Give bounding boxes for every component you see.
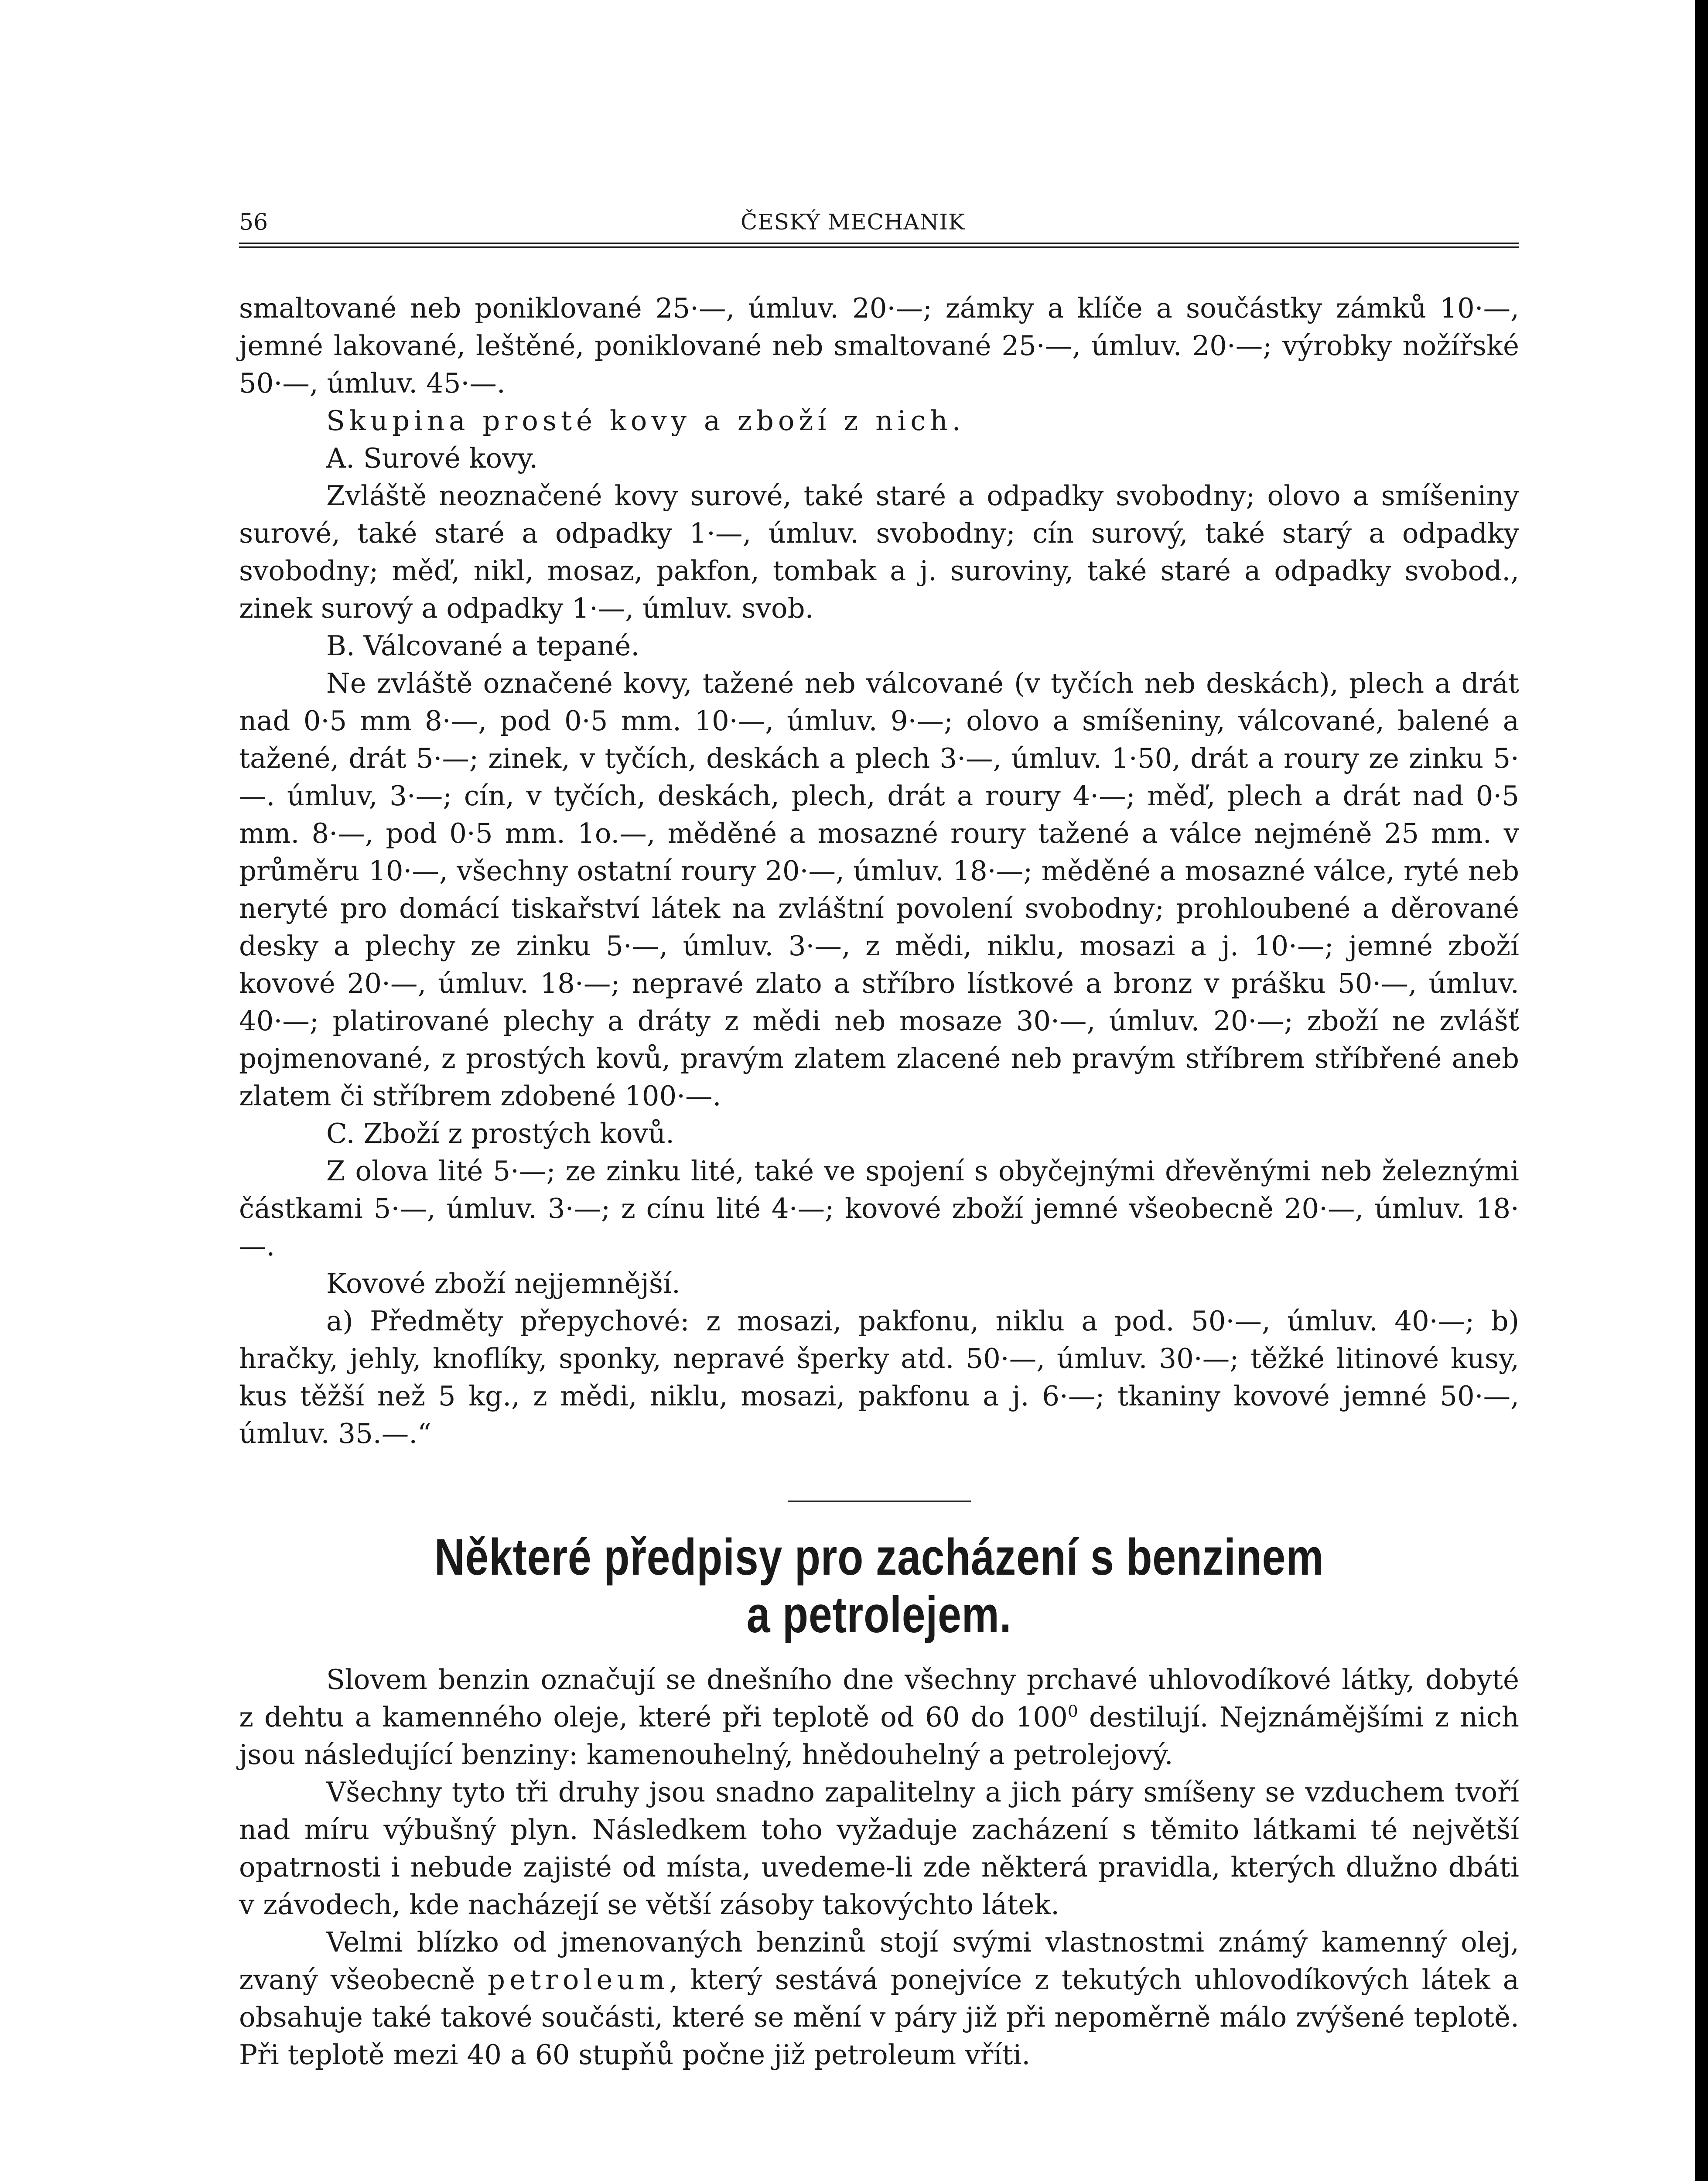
scan-edge [1695,0,1708,2181]
article-p3-text-rest: , který sestává ponejvíce z tekutých uhlovodíkových látek a obsahuje také takové součásti, které se mění v páry již při nepoměrně málo zvýšené teplotě. Při teplotě mezi 40 a 60 stupňů počne již petroleum vříti. [239,1964,1519,2071]
degree-superscript: 0 [1067,1702,1078,1721]
group-heading: Skupina prosté kovy a zboží z nich. [326,405,965,437]
article-p1-text: Slovem benzin označují se dnešního dne všechny prchavé uhlovodíkové látky, dobyté z dehtu a kamenného oleje, které při teplotě od 60 do 100 [239,1664,1519,1733]
running-title: ČESKÝ MECHANIK [741,209,965,235]
subheading-a: A. Surové kovy. [326,442,538,474]
page-header [239,209,1519,240]
subheading-finest: Kovové zboží nejjemnější. [326,1268,680,1299]
header-rule [239,243,1519,248]
page-number: 56 [239,209,268,236]
article-title-line-2: a petrolejem. [746,1586,1012,1644]
tariff-section [239,290,1519,1453]
section-separator [788,1501,971,1502]
paragraph-c: Z olova lité 5·—; ze zinku lité, také ve spojení s obyčejnými dřevěnými neb železnými částkami 5·—, úmluv. 3·—; z cínu lité 4·—; kovové zboží jemné všeobecně 20·—, úmluv. 18·—. [239,1155,1519,1262]
article-title [354,1528,1404,1644]
article-title-line-1: Některé předpisy pro zacházení s benzinem [434,1528,1324,1586]
paragraph-b: Ne zvláště označené kovy, tažené neb válcované (v tyčích neb deskách), plech a drát nad 0·5 mm 8·—, pod 0·5 mm. 10·—, úmluv. 9·—; olovo a smíšeniny, válcované, balené a tažené, drát 5·—; zinek, v tyčích, deskách a plech 3·—, úmluv. 1·50, drát a roury ze zinku 5·—. úmluv, 3·—; cín, v tyčích, deskách, plech, drát a roury 4·—; měď, plech a drát nad 0·5 mm. 8·—, pod 0·5 mm. 1o.—, měděné a mosazné roury tažené a válce nejméně 25 mm. v průměru 10·—, všechny ostatní roury 20·—, úmluv. 18·—; měděné a mosazné válce, ryté neb neryté pro domácí tiskařství látek na zvláštní povolení svobodny; prohloubené a děrované desky a plechy ze zinku 5·—, úmluv. 3·—, z mědi, niklu, mosazi a j. 10·—; jemné zboží kovové 20·—, úmluv. 18·—; nepravé zlato a stříbro lístkové a bronz v prášku 50·—, úmluv. 40·—; platirované plechy a dráty z mědi neb mosaze 30·—, úmluv. 20·—; zboží ne zvlášť pojmenované, z prostých kovů, pravým zlatem zlacené neb pravým stříbrem stříbřené aneb zlatem či stříbrem zdobené 100·—. [239,667,1519,1112]
paragraph-a: Zvláště neoznačené kovy surové, také staré a odpadky svobodny; olovo a smíšeniny surové, také staré a odpadky 1·—, úmluv. svobodny; cín surový, také starý a odpadky svobodny; měď, nikl, mosaz, pakfon, tombak a j. suroviny, také staré a odpadky svobod., zinek surový a odpadky 1·—, úmluv. svob. [239,480,1519,624]
subheading-b: B. Válcované a tepané. [326,630,640,662]
article-paragraph-3 [239,1924,1519,2074]
article-p3-emphasis: petroleum [487,1964,670,1996]
article-p1-text-rest: destilují. Nejznámějšími z nich jsou následující benziny: kamenouhelný, hnědouhelný a petrolejový. [239,1701,1519,1771]
subheading-c: C. Zboží z prostých kovů. [326,1118,675,1149]
article-paragraph-2: Všechny tyto tři druhy jsou snadno zapalitelny a jich páry smíšeny se vzduchem tvoří nad míru výbušný plyn. Následkem toho vyžaduje zacházení s těmito látkami té největší opatrnosti i nebude zajisté od místa, uvedeme-li zde některá pravidla, kterých dlužno dbáti v závodech, kde nacházejí se větší zásoby takovýchto látek. [239,1776,1519,1921]
tariff-paragraph-continued: smaltované neb poniklované 25·—, úmluv. 20·—; zámky a klíče a součástky zámků 10·—, jemné lakované, leštěné, poniklované neb smaltované 25·—, úmluv. 20·—; výrobky nožířské 50·—, úmluv. 45·—. [239,292,1519,399]
article-body [239,1661,1519,2074]
paragraph-finest: a) Předměty přepychové: z mosazi, pakfonu, niklu a pod. 50·—, úmluv. 40·—; b) hračky, jehly, knoflíky, sponky, nepravé šperky atd. 50·—, úmluv. 30·—; těžké litinové kusy, kus těžší než 5 kg., z mědi, niklu, mosazi, pakfonu a j. 6·—; tkaniny kovové jemné 50·—, úmluv. 35.—.“ [239,1305,1519,1449]
page [239,209,1519,2074]
article-p3-text: Velmi blízko od jmenovaných benzinů stojí svými vlastnostmi známý kamenný olej, zvaný všeobecně [239,1926,1519,1996]
article-paragraph-1 [239,1661,1519,1774]
